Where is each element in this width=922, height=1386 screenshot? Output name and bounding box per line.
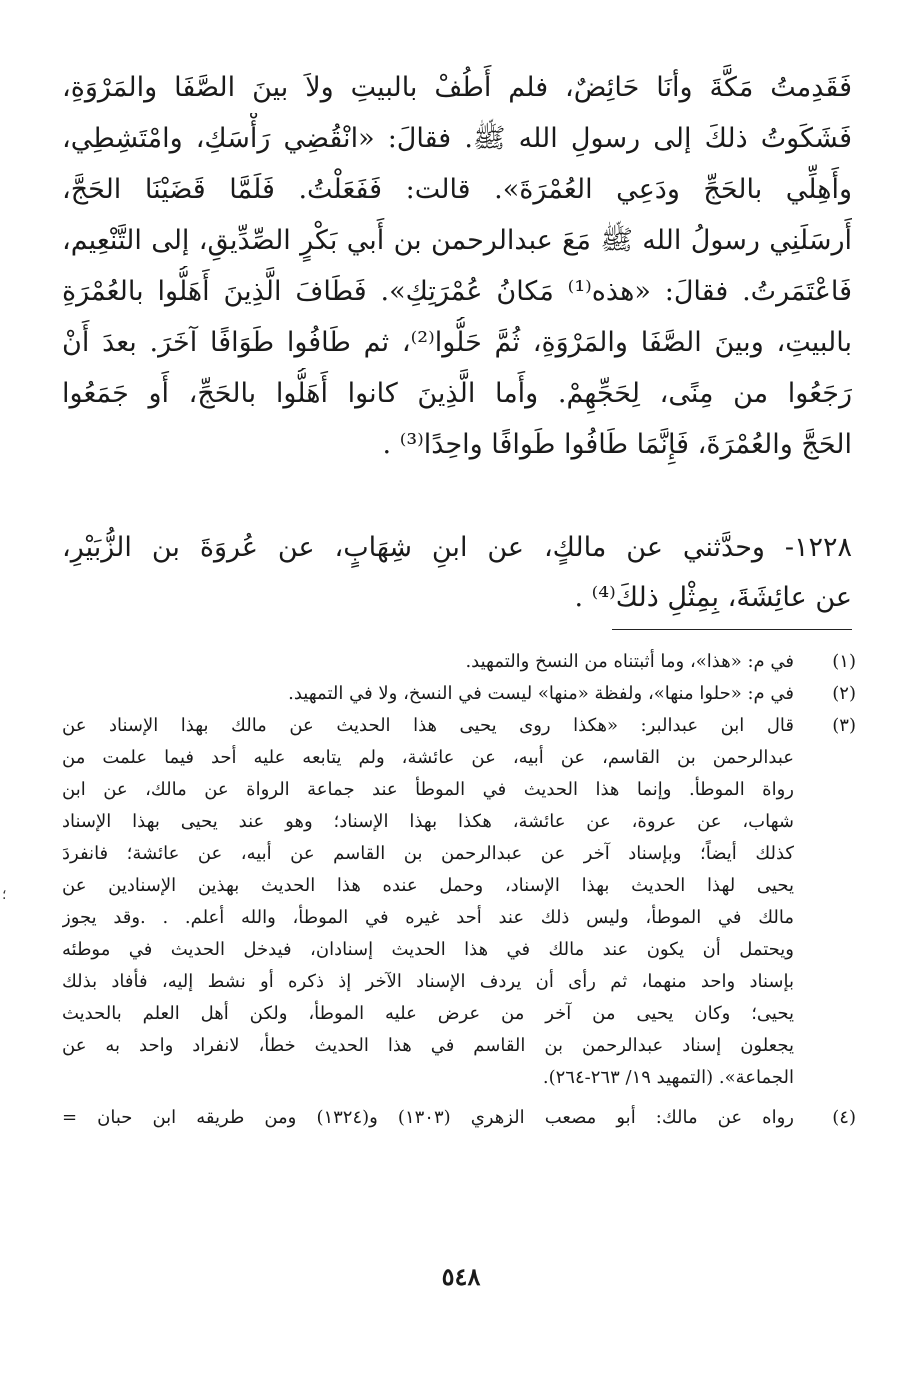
footnote-line: يحيى؛ وكان يحيى من آخر من عرض عليه الموطأ، ولكن أهل العلم بالحديث: [62, 1003, 794, 1024]
main-text-line: فَشَكَوتُ ذلكَ إلى رسولِ الله ﷺ. فقالَ: «انْقُضِي رَأْسَكِ، وامْتَشِطِي،: [62, 123, 852, 154]
footnote-line: عبدالرحمن بن القاسم، عن أبيه، عن عائشة، ولم يتابعه عليه أحد فيما علمت من: [62, 747, 794, 768]
hadith-line: ١٢٢٨- وحدَّثني عن مالكٍ، عن ابنِ شِهَابٍ، عن عُروَةَ بن الزُّبَيْرِ،: [62, 532, 852, 563]
main-text-line: الحَجَّ والعُمْرَةَ، فَإِنَّمَا طَافُوا طَوافًا واحِدًا⁽³⁾ .: [382, 429, 852, 460]
main-text-line: أَرسَلَنِي رسولُ الله ﷺ مَعَ عبدالرحمن بن أَبي بَكْرٍ الصِّدِّيقِ، إلى التَّنْعِيم،: [62, 225, 852, 256]
main-text: [62, 62, 852, 470]
footnote-line: شهاب، عن عروة، عن عائشة، هكذا بهذا الإسناد؛ وهو عند يحيى بهذا الإسناد: [62, 811, 794, 832]
page-number: ٥٤٨: [441, 1262, 481, 1291]
footnote-line: ويحتمل أن يكون عند مالك في هذا الحديث إسنادان، فيدخل الحديث في موطئه: [62, 939, 794, 960]
footnote-line: بإسناد واحد منهما، ثم رأى أن يردف الإسناد الآخر إذ ذكره أو نشط إليه، فأفاد بذلك: [62, 971, 794, 992]
main-text-line: رَجَعُوا من مِنًى، لِحَجِّهِمْ. وأَما الَّذِينَ كانوا أَهَلُّوا بالحَجِّ، أَو جَمَعُوا: [62, 378, 852, 409]
footnote-number: (٤): [832, 1107, 856, 1128]
footnote-line: رواه عن مالك: أبو مصعب الزهري (١٣٠٣) و(١٣٢٤) ومن طريقه ابن حبان =: [62, 1107, 794, 1128]
footnote-line: كذلك أيضاً؛ وبإسناد آخر عن عبدالرحمن بن القاسم عن أبيه، عن عائشة؛ فانفردَ: [62, 843, 794, 864]
footnote-number: (٣): [832, 715, 856, 736]
footnote-4: [62, 1102, 856, 1134]
main-text-line: فَقَدِمتُ مَكَّةَ وأنَا حَائِضٌ، فلم أَطُفْ بالبيتِ ولاَ بينَ الصَّفَا والمَرْوَةِ،: [62, 72, 852, 103]
footnote-1: [62, 646, 856, 678]
edge-mark: ؛: [2, 887, 7, 903]
footnote-number: (٢): [832, 683, 856, 704]
footnotes: [62, 646, 856, 1134]
main-text-line: بالبيتِ، وبينَ الصَّفَا والمَرْوَةِ، ثُمَّ حَلُّوا⁽²⁾، ثم طَافُوا طَوَافًا آخَرَ. بعدَ أَنْ: [62, 327, 852, 358]
footnote-separator: [612, 629, 852, 630]
footnote-2: [62, 678, 856, 710]
hadith-line: عن عائِشَةَ، بِمِثْلِ ذلكَ⁽⁴⁾ .: [574, 582, 852, 613]
footnote-line: في م: «حلوا منها»، ولفظة «منها» ليست في النسخ، ولا في التمهيد.: [288, 683, 794, 704]
footnote-line: رواة الموطأ. وإنما هذا الحديث في الموطأ عند جماعة الرواة عن مالك، عن ابن: [62, 779, 794, 800]
footnote-line: مالك في الموطأ، وليس ذلك عند أحد غيره في الموطأ، والله أعلم. . .وقد يجوز: [62, 907, 794, 928]
main-text-line: وأَهِلِّي بالحَجِّ ودَعِي العُمْرَةَ». قالت: فَفَعَلْتُ. فَلَمَّا قَضَيْنَا الحَجَّ،: [62, 174, 852, 205]
footnote-line: يحيى لهذا الحديث بهذا الإسناد، وحمل عنده هذا الحديث بهذين الإسنادين عن: [62, 875, 794, 896]
footnote-line: يجعلون إسناد عبدالرحمن بن القاسم في هذا الحديث خطأ، لانفراد واحد به عن: [62, 1035, 794, 1056]
footnote-line: في م: «هذا»، وما أثبتناه من النسخ والتمهيد.: [465, 651, 794, 672]
footnote-3: [62, 710, 856, 1094]
main-text-line: فَاعْتَمَرتُ. فقالَ: «هذه⁽¹⁾ مَكانُ عُمْرَتِكِ». فَطَافَ الَّذِينَ أَهَلُّوا بالعُمْرَةِ: [62, 276, 852, 307]
footnote-number: (١): [832, 651, 856, 672]
hadith-1228: [62, 523, 852, 623]
footnote-line: الجماعة». (التمهيد ١٩/ ٢٦٣-٢٦٤).: [542, 1067, 794, 1088]
footnote-line: قال ابن عبدالبر: «هكذا روى يحيى هذا الحديث عن مالك بهذا الإسناد عن: [62, 715, 794, 736]
